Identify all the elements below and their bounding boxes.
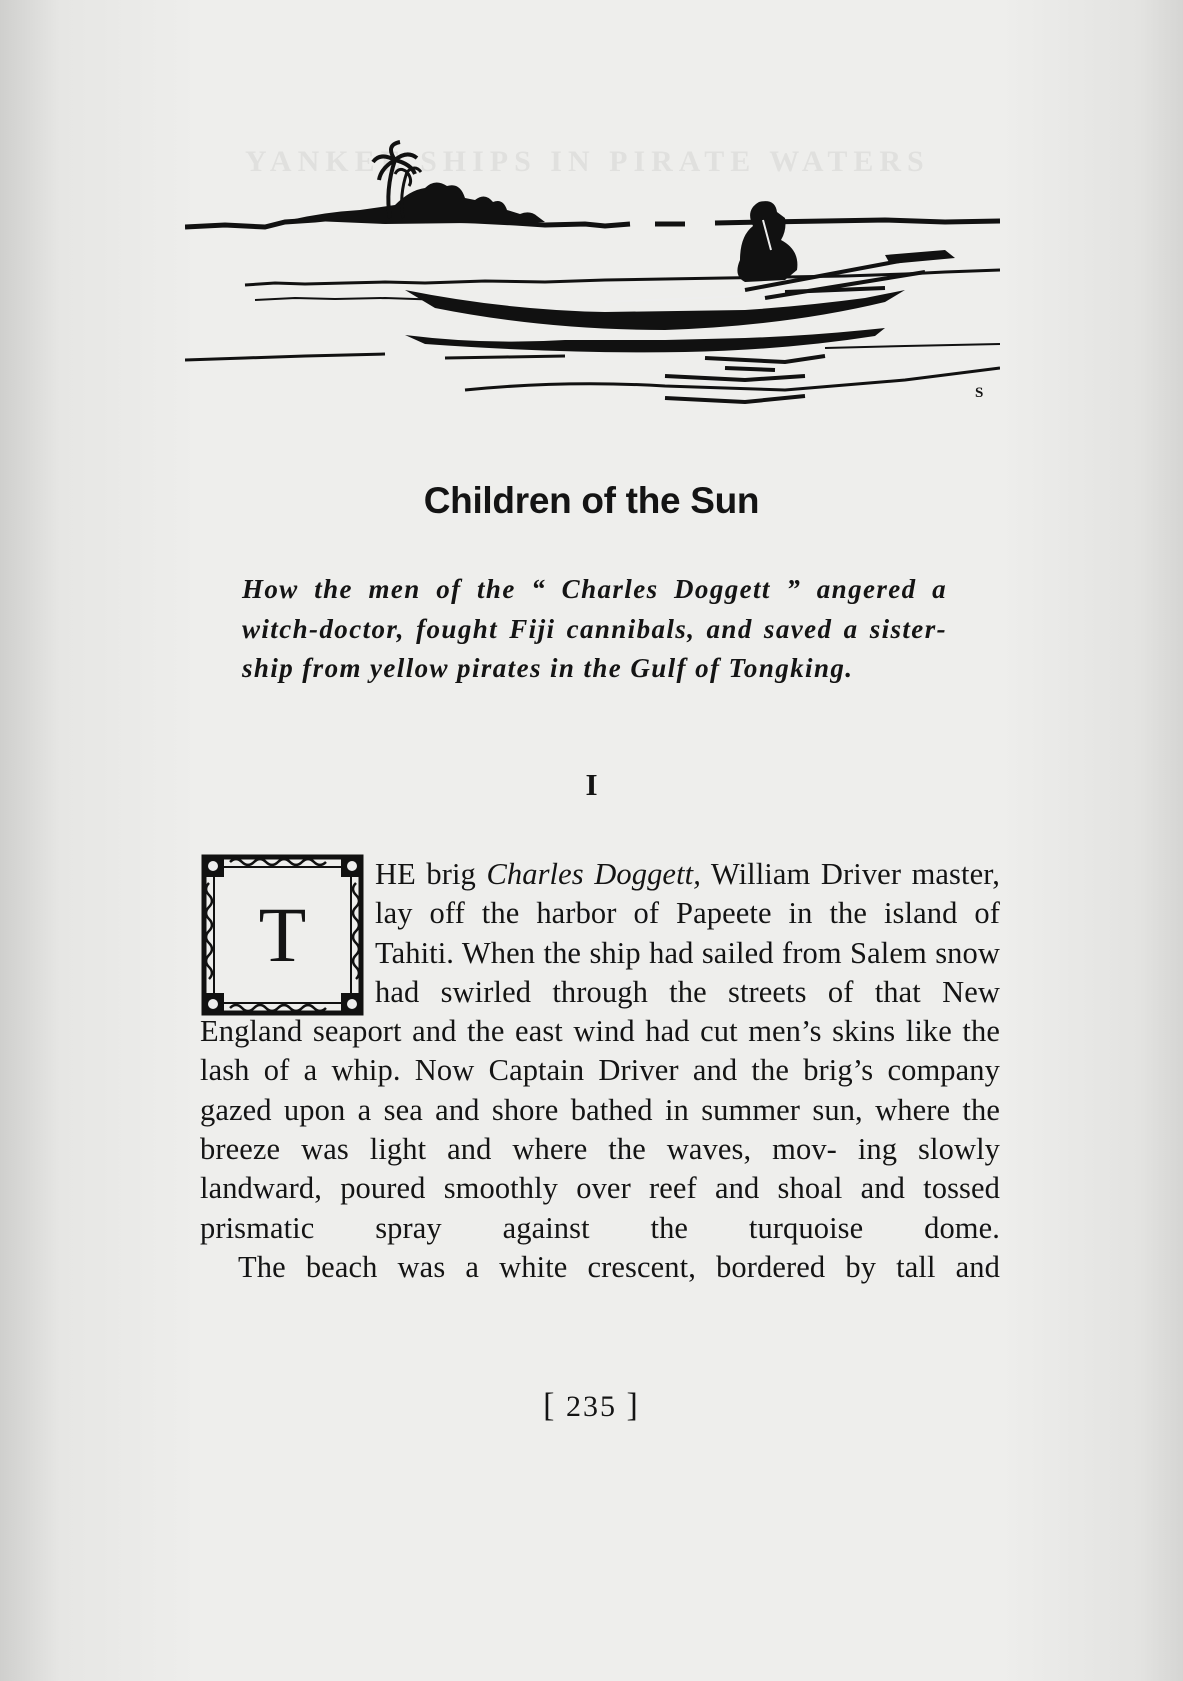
body-text [200,855,1000,1287]
show-through-running-head: YANKEE SHIPS IN PIRATE WATERS [245,145,930,178]
illustrator-signature: S [975,385,984,401]
page-number [0,1387,1183,1425]
paragraph-1-text: William Driver master, lay off the harbor of Papeete in the island of Tahiti. When the ship had sailed from Salem snow had swirled through the streets of that New England seaport and the east wind had cut men’s skins like the lash of a whip. Now Captain Driver and the brig’s company gazed upon a sea and shore bathed in summer sun, where the breeze was light and where the waves, mov- ing slowly landward, poured smoothly over reef and shoal and tossed prismatic spray against the turquoise dome. [200,857,1000,1245]
ship-name: Charles Doggett, [486,857,701,891]
chapter-summary: How the men of the “ Charles Doggett ” angered a witch-doctor, fought Fiji cannibals, and saved a sister-ship from yellow pirates in the Gulf of Tongking. [242,574,947,683]
folio-right-bracket: ] [626,1387,640,1424]
folio-number: 235 [566,1390,617,1423]
dropcap-letter: T [258,891,307,978]
section-number: I [585,767,598,802]
chapter-title: Children of the Sun [423,480,760,521]
paragraph-1 [200,855,1000,1248]
first-word-rest: HE brig [375,857,487,891]
folio-left-bracket: [ [543,1387,557,1424]
paragraph-2: The beach was a white crescent, bordered by tall and [238,1249,1000,1284]
outrigger-canoe-illustration [185,140,1000,415]
dropcap-space [200,855,375,1010]
